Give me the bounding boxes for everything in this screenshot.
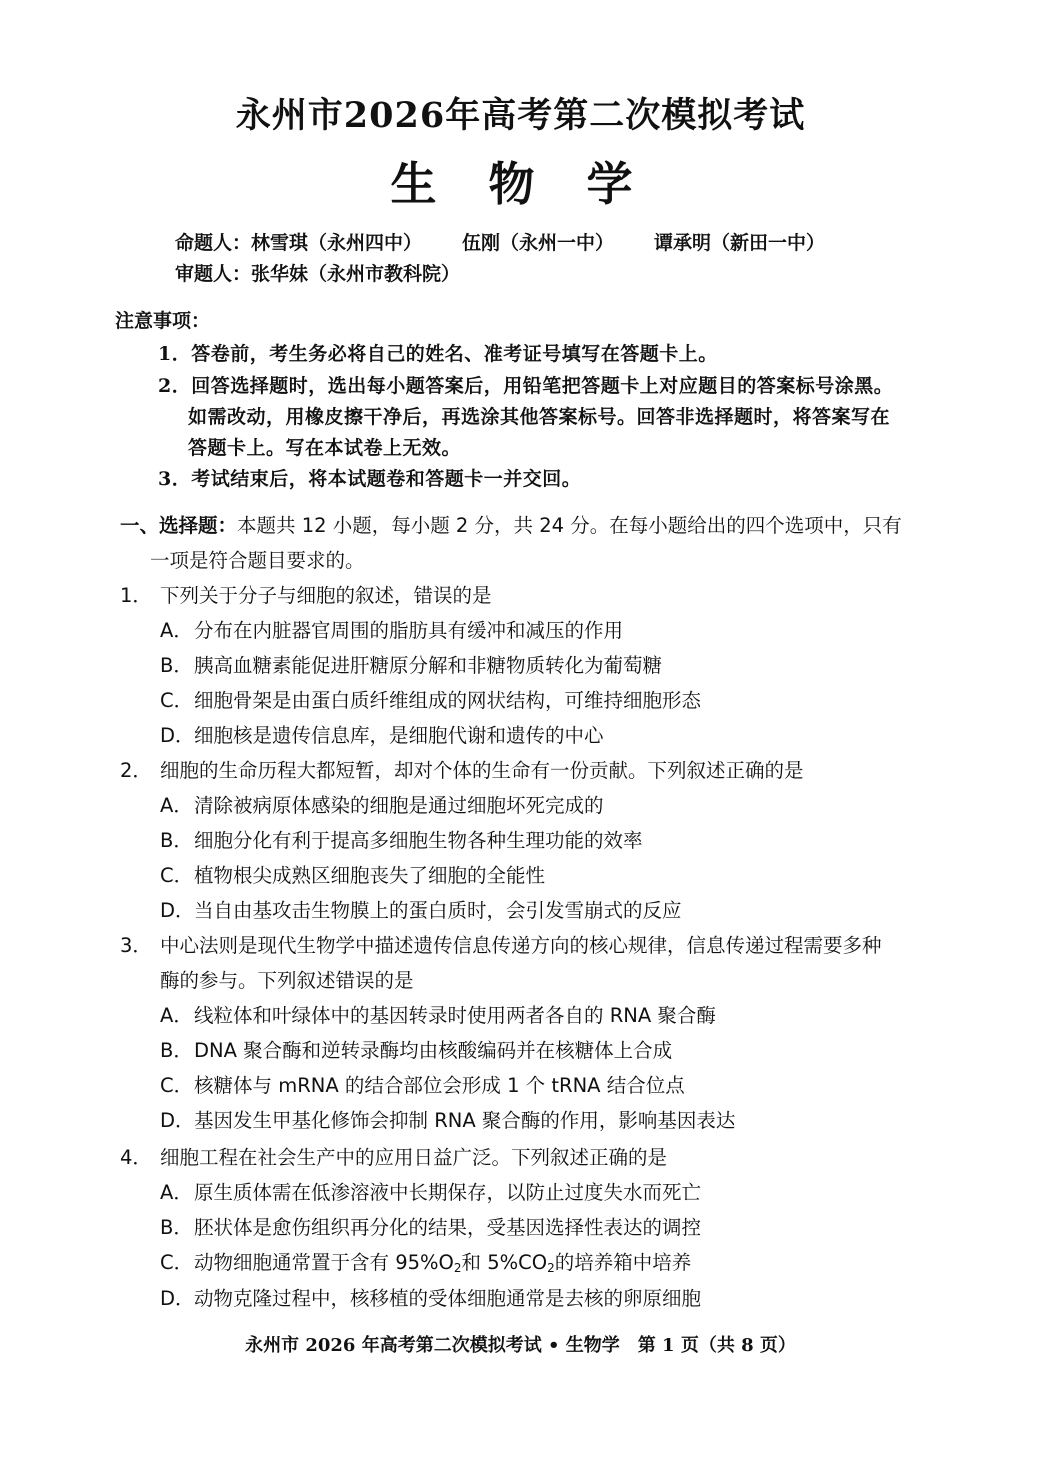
option-3a: A．线粒体和叶绿体中的基因转录时使用两者各自的 RNA 聚合酶 xyxy=(160,1004,716,1027)
exam-title: 永州市2026年高考第二次模拟考试 xyxy=(235,95,806,136)
option-2a: A．清除被病原体感染的细胞是通过细胞坏死完成的 xyxy=(160,794,604,817)
option-4d: D．动物克隆过程中，核移植的受体细胞通常是去核的卵原细胞 xyxy=(160,1287,702,1310)
option-1d: D．细胞核是遗传信息库，是细胞代谢和遗传的中心 xyxy=(160,724,604,747)
option-4c: C．动物细胞通常置于含有 $95\%O_2$和 $5\%CO_2$的培养箱中培养 xyxy=(160,1251,692,1275)
question-3-stem-cont: 酶的参与。下列叙述错误的是 xyxy=(160,969,414,992)
notice-line-3: 如需改动，用橡皮擦干净后，再选涂其他答案标号。回答非选择题时，将答案写在 xyxy=(188,406,891,428)
reviewer-label: 审题人： xyxy=(175,263,252,285)
option-2b: B．细胞分化有利于提高多细胞生物各种生理功能的效率 xyxy=(160,829,643,852)
setter-2: 伍刚（永州一中） xyxy=(462,232,615,254)
setter-3: 谭承明（新田一中） xyxy=(654,232,826,254)
question-stem: 中心法则是现代生物学中描述遗传信息传递方向的核心规律，信息传递过程需要多种 xyxy=(160,934,882,957)
option-1c: C．细胞骨架是由蛋白质纤维组成的网状结构，可维持细胞形态 xyxy=(160,689,702,712)
question-stem: 下列关于分子与细胞的叙述，错误的是 xyxy=(160,584,492,607)
notice-line-2: 2．回答选择题时，选出每小题答案后，用铅笔把答题卡上对应题目的答案标号涂黑。 xyxy=(158,375,894,397)
question-stem: 细胞的生命历程大都短暂，却对个体的生命有一份贡献。下列叙述正确的是 xyxy=(160,759,804,782)
question-number: 3． xyxy=(120,934,152,957)
setter-1: 林雪琪（永州四中） xyxy=(251,232,423,254)
section-heading-line xyxy=(120,510,902,538)
section-description: 本题共 12 小题，每小题 2 分，共 24 分。在每小题给出的四个选项中，只有 xyxy=(237,514,902,537)
question-number: 2． xyxy=(120,759,152,782)
option-1a: A．分布在内脏器官周围的脂肪具有缓冲和减压的作用 xyxy=(160,619,624,642)
notice-line-5: 3．考试结束后，将本试题卷和答题卡一并交回。 xyxy=(158,468,582,490)
option-3c: C．核糖体与 mRNA 的结合部位会形成 1 个 tRNA 结合位点 xyxy=(160,1074,685,1097)
notice-line-1: 1．答卷前，考生务必将自己的姓名、准考证号填写在答题卡上。 xyxy=(158,343,718,365)
option-4b: B．胚状体是愈伤组织再分化的结果，受基因选择性表达的调控 xyxy=(160,1216,702,1239)
notice-title: 注意事项： xyxy=(115,310,211,332)
section-description-2: 一项是符合题目要求的。 xyxy=(150,549,365,572)
question-number: 1． xyxy=(120,584,152,607)
option-3b: B．DNA 聚合酶和逆转录酶均由核酸编码并在核糖体上合成 xyxy=(160,1039,673,1062)
setters-label: 命题人： xyxy=(175,232,252,254)
question-stem: 细胞工程在社会生产中的应用日益广泛。下列叙述正确的是 xyxy=(160,1146,668,1169)
notice-line-4: 答题卡上。写在本试卷上无效。 xyxy=(188,437,462,459)
subject-title: 生 物 学 xyxy=(390,157,651,211)
reviewer: 张华妹（永州市教科院） xyxy=(251,263,461,285)
option-2c: C．植物根尖成熟区细胞丧失了细胞的全能性 xyxy=(160,864,546,887)
option-4a: A．原生质体需在低渗溶液中长期保存，以防止过度失水而死亡 xyxy=(160,1181,702,1204)
reviewer-line xyxy=(175,259,460,286)
setters-line xyxy=(175,228,825,255)
option-3d: D．基因发生甲基化修饰会抑制 RNA 聚合酶的作用，影响基因表达 xyxy=(160,1109,736,1132)
section-heading: 一、选择题： xyxy=(120,514,238,537)
option-2d: D．当自由基攻击生物膜上的蛋白质时，会引发雪崩式的反应 xyxy=(160,899,682,922)
page-footer: 永州市 2026 年高考第二次模拟考试 • 生物学 第 1 页（共 8 页） xyxy=(245,1335,796,1356)
option-1b: B．胰高血糖素能促进肝糖原分解和非糖物质转化为葡萄糖 xyxy=(160,654,663,677)
question-number: 4． xyxy=(120,1146,152,1169)
